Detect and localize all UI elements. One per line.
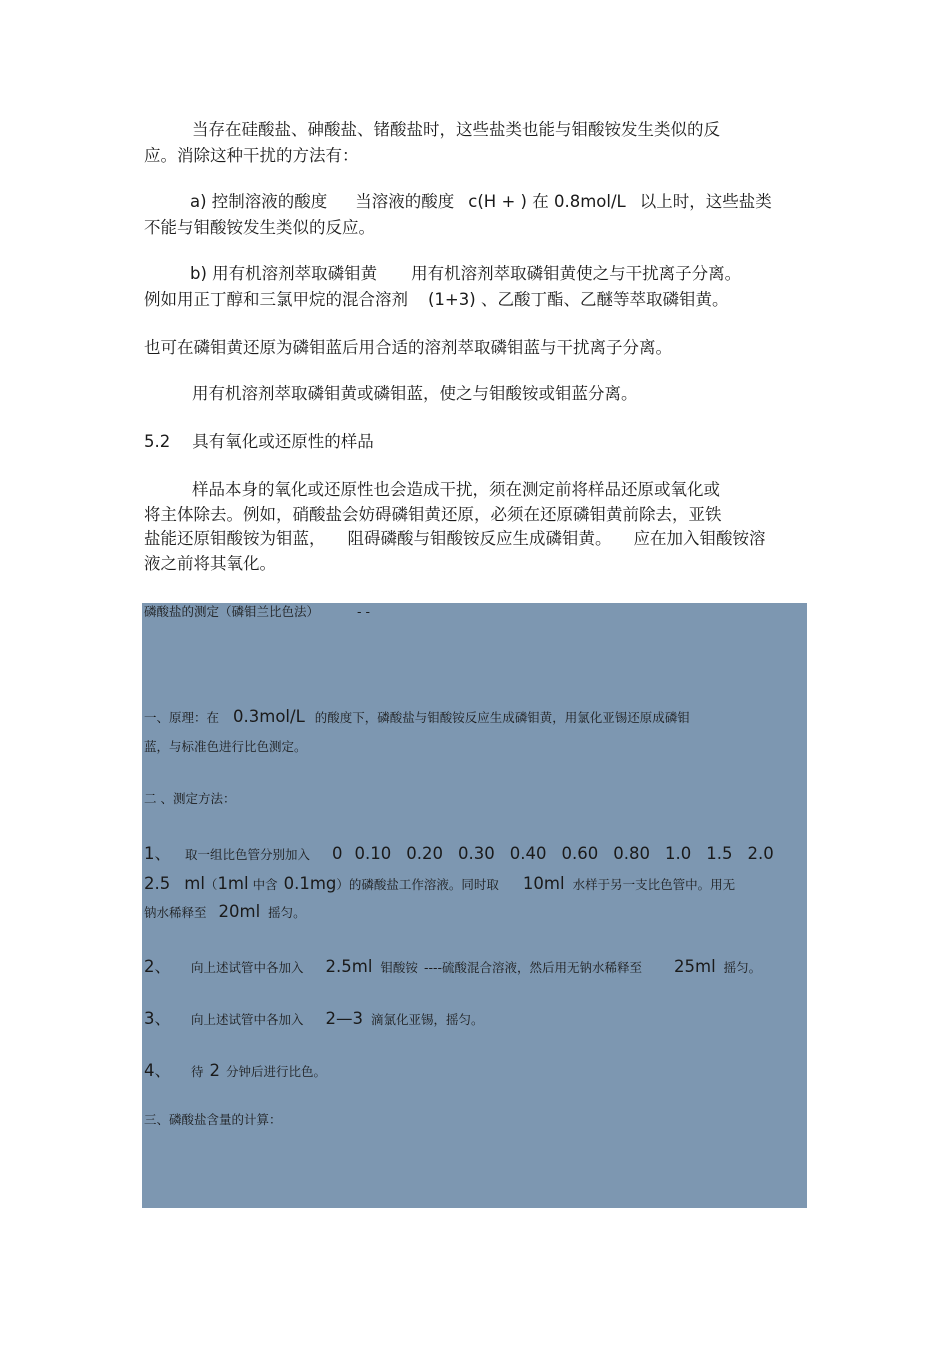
method-b-text-2b: (1+3) 、乙酸丁酯、乙醚等萃取磷钼黄。 [428,290,729,309]
calculation-heading: 三、磷酸盐含量的计算： [144,1112,282,1127]
step-2-number: 2、 [144,957,171,976]
step-1-value-9: 2.0 [747,844,774,863]
step-1-number: 1、 [144,844,171,863]
paragraph-b-line-1 [190,264,741,284]
paragraph-3-text-a: 盐能还原钼酸铵为钼蓝， [144,529,326,548]
paragraph-3-line-1: 样品本身的氧化或还原性也会造成干扰，须在测定前将样品还原或氧化或 [192,480,720,499]
step-4-text-b: 2 [209,1061,221,1080]
method-a-label: a) 控制溶液的酸度 [190,192,328,211]
step-1-l2-h: 10ml [522,874,565,893]
paragraph-also: 也可在磷钼黄还原为磷钼蓝后用合适的溶剂萃取磷钼蓝与干扰离子分离。 [144,338,672,357]
method-b-text-2a: 例如用正丁醇和三氯甲烷的混合溶剂 [144,290,408,309]
step-1-text-a: 取一组比色管分别加入 [185,847,311,862]
step-1-l2-g: ）的磷酸盐工作溶液。同时取 [336,877,499,892]
step-2-text-d: ---- [423,960,442,975]
principle-text-c: 的酸度下，磷酸盐与钼酸铵反应生成磷钼黄，用氯化亚锡还原成磷钼 [314,710,690,725]
paragraph-extract: 用有机溶剂萃取磷钼黄或磷钼蓝，使之与钼酸铵或钼蓝分离。 [192,384,638,403]
method-a-text-3: 以上时，这些盐类 [639,192,772,211]
step-1-value-3: 0.30 [458,844,495,863]
step-1-l3-b: 20ml [218,902,261,921]
step-2-text-f: 25ml [674,957,716,976]
step-4-text-c: 分钟后进行比色。 [226,1064,327,1079]
paragraph-3-line-2: 将主体除去。例如，硝酸盐会妨碍磷钼黄还原，必须在还原磷钼黄前除去，亚铁 [144,505,722,524]
step-2-line [144,958,761,977]
step-2-text-c: 钼酸铵 [380,960,418,975]
paragraph-3-text-b: 阻碍磷酸与钼酸铵反应生成磷钼黄。 [347,529,612,548]
paragraph-a-line-1 [190,192,772,212]
panel-title: 磷酸盐的测定（磷钼兰比色法） [144,604,320,619]
principle-line-2: 蓝，与标准色进行比色测定。 [144,739,307,754]
step-3-line [144,1010,484,1029]
step-1-l2-i: 水样于另一支比色管中。用无 [572,877,736,892]
step-1-l2-b: ml [184,874,205,893]
step-2-text-e: 硫酸混合溶液，然后用无钠水稀释至 [441,960,642,975]
step-1-value-8: 1.5 [706,844,733,863]
step-1-line-2 [144,875,735,894]
method-b-text-1: 用有机溶剂萃取磷钼黄使之与干扰离子分离。 [411,264,742,283]
panel-title-dash: - - [357,604,371,619]
principle-line-1 [144,708,690,727]
step-1-line-3 [144,903,306,922]
paragraph-3-line-4: 液之前将其氧化。 [144,554,276,573]
method-a-text-1: 当溶液的酸度 [355,192,455,211]
step-3-text-c: 滴氯化亚锡，摇匀。 [371,1012,484,1027]
paragraph-b-line-2 [144,290,728,310]
step-1-line-1 [144,845,774,864]
method-b-label: b) 用有机溶剂萃取磷钼黄 [190,264,378,283]
step-4-line [144,1062,326,1081]
paragraph-a-line-2: 不能与钼酸铵发生类似的反应。 [144,218,375,237]
section-title: 具有氧化或还原性的样品 [192,432,374,451]
paragraph-1-line-2: 应。消除这种干扰的方法有： [144,146,359,165]
step-2-text-a: 向上述试管中各加入 [191,960,304,975]
step-1-value-2: 0.20 [406,844,444,863]
paragraph-3-line-3 [144,529,766,549]
phosphate-method-panel [142,603,807,1208]
step-1-value-6: 0.80 [613,844,651,863]
step-1-value-4: 0.40 [509,844,547,863]
step-1-value-0: 0 [332,844,343,863]
step-1-l2-e: 中含 [252,877,278,892]
principle-text-a: 一、原理：在 [144,710,220,725]
step-3-number: 3、 [144,1009,171,1028]
step-1-value-5: 0.60 [561,844,599,863]
step-1-l2-c: （ [204,877,218,892]
step-3-text-a: 向上述试管中各加入 [191,1012,304,1027]
principle-acidity: 0.3mol/L [233,707,305,726]
method-heading: 二 、测定方法： [144,791,236,806]
step-2-text-g: 摇匀。 [723,960,762,975]
step-1-l3-a: 钠水稀释至 [144,905,207,920]
step-1-value-7: 1.0 [665,844,692,863]
step-1-l2-a: 2.5 [144,874,171,893]
section-number: 5.2 [144,432,171,451]
step-1-l2-f: 0.1mg [283,874,337,893]
panel-title-line [144,603,370,621]
step-4-text-a: 待 [191,1064,204,1079]
step-1-l2-d: 1ml [217,874,249,893]
step-1-value-1: 0.10 [354,844,392,863]
paragraph-1-line-1: 当存在硅酸盐、砷酸盐、锗酸盐时，这些盐类也能与钼酸铵发生类似的反 [192,120,720,139]
section-5-2-heading [144,432,374,452]
paragraph-3-text-c: 应在加入钼酸铵溶 [633,529,766,548]
method-a-text-2: c(H + ) 在 0.8mol/L [468,192,626,211]
step-2-text-b: 2.5ml [325,957,373,976]
step-4-number: 4、 [144,1061,171,1080]
step-3-text-b: 2—3 [325,1009,364,1028]
step-1-l3-c: 摇匀。 [268,905,306,920]
